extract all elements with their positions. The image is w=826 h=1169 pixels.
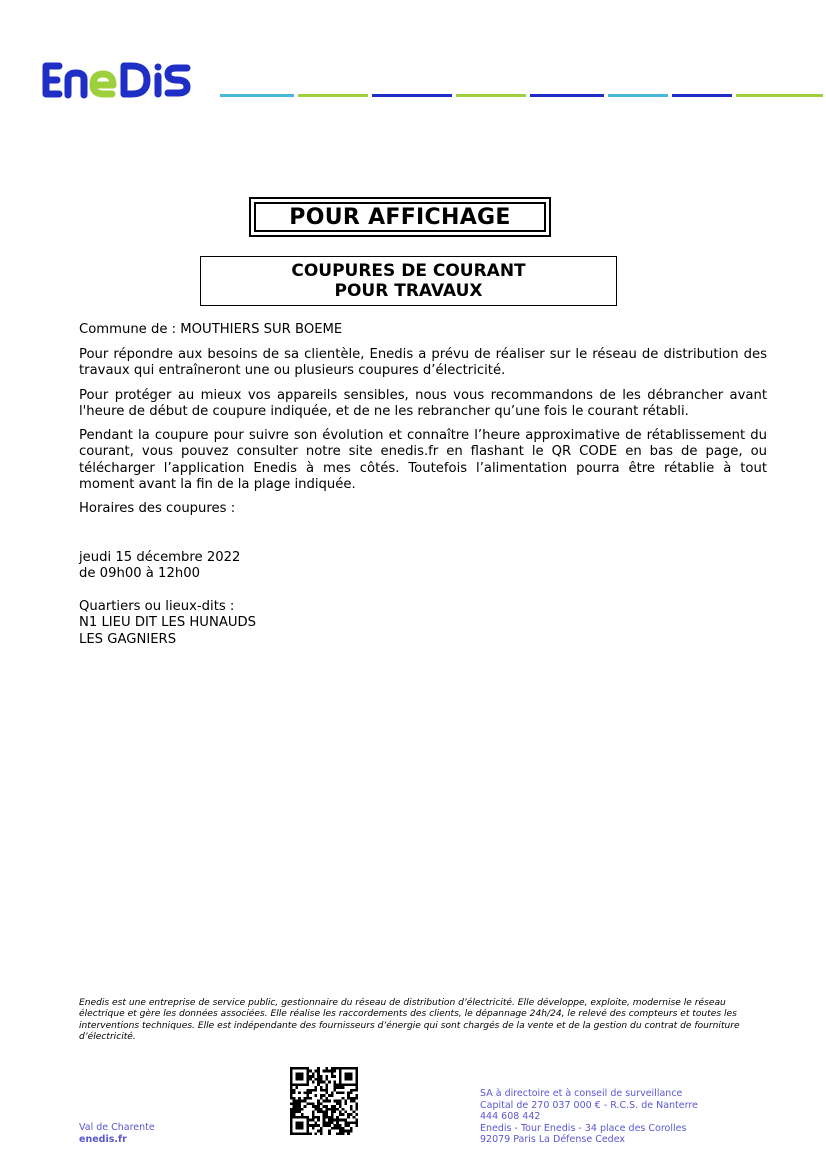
location-item: N1 LIEU DIT LES HUNAUDS (79, 615, 257, 631)
company-line: Enedis - Tour Enedis - 34 place des Corolles (480, 1122, 687, 1134)
company-line: 444 608 442 (480, 1111, 541, 1122)
subtitle-line-1: COUPURES DE COURANT (291, 261, 526, 281)
rule-segment (672, 94, 732, 97)
paragraph-appareils: Pour protéger au mieux vos appareils sensibles, nous vous recommandons de les débrancher avant l'heure de début de coupure indiquée, et de ne les rebrancher qu’une fois le courant rétabli. (79, 388, 767, 420)
footer-region: Val de Charente (79, 1122, 155, 1133)
pour-affichage-banner (249, 197, 551, 237)
horaires-label: Horaires des coupures : (79, 501, 236, 516)
company-line: 92079 Paris La Défense Cedex (480, 1134, 626, 1145)
company-line: SA à directoire et à conseil de surveillance (480, 1088, 683, 1099)
rule-segment (298, 94, 368, 97)
rule-segment (456, 94, 526, 97)
location-item: LES GAGNIERS (79, 631, 177, 647)
schedule (79, 550, 767, 583)
company-line: Capital de 270 037 000 € - R.C.S. de Nanterre (480, 1099, 698, 1111)
banner-text: POUR AFFICHAGE (254, 202, 546, 232)
enedis-logo (40, 58, 216, 102)
schedule-time: de 09h00 à 12h00 (79, 566, 200, 582)
rule-segment (530, 94, 604, 97)
coupures-title-box (200, 256, 617, 306)
rule-segment (608, 94, 668, 97)
subtitle-line-2: POUR TRAVAUX (334, 281, 483, 301)
qr-code-icon[interactable] (290, 1067, 358, 1135)
legal-notice: Enedis est une entreprise de service public, gestionnaire du réseau de distribution d’électricité. Elle développe, exploite, modernise le réseau électrique et gère les données associées. Elle réalise les raccordements des clients, le dépannage 24h/24, le relevé des compteurs et toutes les interventions techniques. Elle est indépendante des fournisseurs d’énergie qui sont chargés de la vente et de la gestion du contrat de fourniture d’électricité. (79, 998, 740, 1043)
paragraph-clientele: Pour répondre aux besoins de sa clientèle, Enedis a prévu de réaliser sur le réseau de distribution des travaux qui entraîneront une ou plusieurs coupures d’électricité. (79, 347, 767, 379)
paragraph-suivi: Pendant la coupure pour suivre son évolution et connaître l’heure approximative de rétablissement du courant, vous pouvez consulter notre site enedis.fr en flashant le QR CODE en bas de page, ou télécharger l’application Enedis à mes côtés. Toutefois l’alimentation pourra être rétablie à tout moment avant la fin de la plage indiquée. (79, 428, 767, 492)
locations-block (79, 599, 767, 648)
quartiers-label: Quartiers ou lieux-dits : (79, 599, 235, 614)
rule-segment (372, 94, 452, 97)
commune-line: Commune de : MOUTHIERS SUR BOEME (79, 322, 343, 337)
header-rule (220, 94, 823, 97)
rule-segment (736, 94, 823, 97)
company-info (480, 1088, 698, 1146)
footer-left (79, 1122, 155, 1145)
rule-segment (220, 94, 294, 97)
footer-website-link[interactable]: enedis.fr (79, 1133, 127, 1145)
schedule-date: jeudi 15 décembre 2022 (79, 550, 241, 565)
